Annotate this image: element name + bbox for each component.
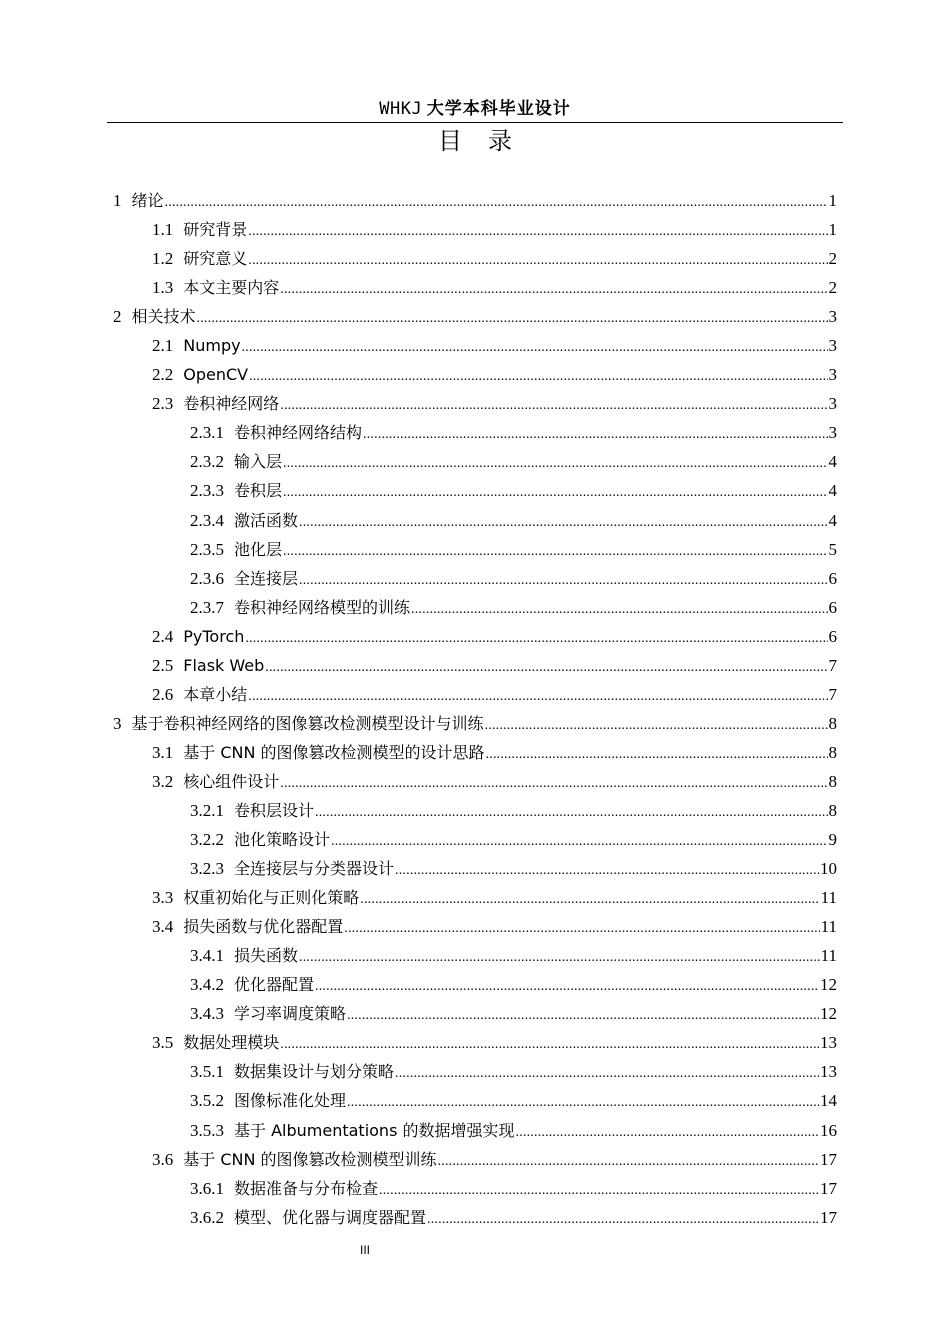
toc-entry-number: 3.2.2 bbox=[190, 830, 224, 850]
toc-entry-page: 11 bbox=[820, 888, 837, 908]
toc-entry[interactable] bbox=[113, 476, 837, 505]
toc-entry-number: 3.4.1 bbox=[190, 946, 224, 966]
toc-entry[interactable] bbox=[113, 767, 837, 796]
toc-entry-number: 2.2 bbox=[152, 365, 174, 385]
toc-entry-number: 2.4 bbox=[152, 626, 174, 646]
toc-entry[interactable] bbox=[113, 651, 837, 680]
toc-entry-page: 17 bbox=[820, 1178, 837, 1198]
toc-entry-page: 4 bbox=[828, 510, 837, 530]
toc-entry-number: 2.3.2 bbox=[190, 452, 224, 472]
toc-entry-page: 7 bbox=[828, 655, 837, 675]
toc-entry-title: 图像标准化处理 bbox=[234, 1091, 347, 1111]
toc-dot-leader bbox=[299, 943, 820, 972]
toc-dot-leader bbox=[360, 885, 819, 914]
toc-entry-number: 3 bbox=[113, 713, 122, 733]
toc-entry[interactable] bbox=[113, 680, 837, 709]
toc-dot-leader bbox=[249, 362, 827, 391]
toc-entry-page: 16 bbox=[820, 1120, 837, 1140]
toc-entry-number: 2.5 bbox=[152, 655, 174, 675]
toc-entry-title: 相关技术 bbox=[131, 307, 196, 327]
header-rule bbox=[107, 122, 843, 123]
toc-dot-leader bbox=[280, 391, 827, 420]
toc-entry[interactable] bbox=[113, 1145, 837, 1174]
toc-entry-page: 2 bbox=[828, 278, 837, 298]
toc-entry[interactable] bbox=[113, 1086, 837, 1115]
toc-entry-page: 1 bbox=[828, 220, 837, 240]
toc-entry[interactable] bbox=[113, 622, 837, 651]
toc-entry-title: 卷积神经网络模型的训练 bbox=[234, 597, 411, 617]
toc-entry-number: 3.5.2 bbox=[190, 1091, 224, 1111]
toc-entry-title: 输入层 bbox=[234, 452, 283, 472]
toc-dot-leader bbox=[438, 1147, 819, 1176]
toc-entry-page: 12 bbox=[820, 975, 837, 995]
toc-entry-page: 8 bbox=[828, 771, 837, 791]
toc-entry[interactable] bbox=[113, 215, 837, 244]
toc-entry-number: 3.4.2 bbox=[190, 975, 224, 995]
toc-dot-leader bbox=[347, 1001, 819, 1030]
toc-dot-leader bbox=[395, 1059, 819, 1088]
toc-entry-title: 核心组件设计 bbox=[183, 771, 280, 791]
toc-entry-page: 8 bbox=[828, 742, 837, 762]
toc-entry-number: 1 bbox=[113, 191, 122, 210]
toc-entry-number: 2 bbox=[113, 307, 122, 327]
toc-entry[interactable] bbox=[113, 506, 837, 535]
toc-entry-title: 基于 CNN 的图像篡改检测模型训练 bbox=[183, 1149, 437, 1169]
toc-entry[interactable] bbox=[113, 447, 837, 476]
toc-entry-title: 池化策略设计 bbox=[234, 830, 331, 850]
toc-entry-page: 6 bbox=[828, 626, 837, 646]
toc-entry-title: 基于 CNN 的图像篡改检测模型的设计思路 bbox=[183, 742, 485, 762]
toc-entry-number: 2.3.3 bbox=[190, 481, 224, 501]
toc-title: 目录 bbox=[438, 127, 538, 155]
toc-entry-title: 优化器配置 bbox=[234, 975, 315, 995]
toc-entry[interactable] bbox=[113, 244, 837, 273]
toc-dot-leader bbox=[363, 420, 827, 449]
toc-entry-title: 全连接层 bbox=[234, 568, 299, 588]
toc-entry-page: 13 bbox=[820, 1062, 837, 1082]
toc-entry[interactable] bbox=[113, 883, 837, 912]
toc-entry[interactable] bbox=[113, 1203, 837, 1232]
toc-entry[interactable] bbox=[113, 389, 837, 418]
header-school-name: WHKJ bbox=[379, 99, 423, 119]
toc-entry[interactable] bbox=[113, 302, 837, 331]
toc-dot-leader bbox=[245, 624, 827, 653]
toc-entry-title: PyTorch bbox=[183, 626, 245, 646]
toc-entry-page: 7 bbox=[828, 684, 837, 704]
toc-entry-title: 卷积层 bbox=[234, 481, 283, 501]
toc-dot-leader bbox=[283, 449, 827, 478]
toc-entry-page: 3 bbox=[828, 365, 837, 385]
toc-entry-number: 2.3.7 bbox=[190, 597, 224, 617]
toc-entry[interactable] bbox=[113, 418, 837, 447]
toc-entry-number: 3.6.2 bbox=[190, 1207, 224, 1227]
toc-dot-leader bbox=[248, 246, 827, 275]
toc-dot-leader bbox=[411, 595, 827, 624]
toc-entry-page: 8 bbox=[828, 713, 837, 733]
toc-dot-leader bbox=[331, 827, 827, 856]
toc-entry-page: 3 bbox=[828, 307, 837, 327]
toc-entry[interactable] bbox=[113, 1057, 837, 1086]
toc-entry[interactable] bbox=[113, 796, 837, 825]
toc-dot-leader bbox=[265, 653, 827, 682]
toc-dot-leader bbox=[344, 914, 819, 943]
toc-entry-title: 损失函数与优化器配置 bbox=[183, 917, 344, 937]
toc-dot-leader bbox=[516, 1118, 820, 1147]
toc-entry[interactable] bbox=[113, 360, 837, 389]
toc-entry-number: 2.3 bbox=[152, 394, 174, 414]
toc-entry-number: 3.5 bbox=[152, 1033, 174, 1053]
toc-entry-page: 10 bbox=[820, 859, 837, 879]
toc-dot-leader bbox=[280, 275, 827, 304]
toc-entry[interactable] bbox=[113, 825, 837, 854]
toc-entry-title: 数据准备与分布检查 bbox=[234, 1178, 379, 1198]
toc-entry[interactable] bbox=[113, 593, 837, 622]
toc-entry-page: 2 bbox=[828, 249, 837, 269]
toc-entry[interactable] bbox=[113, 186, 837, 215]
toc-entry-page: 13 bbox=[820, 1033, 837, 1053]
toc-dot-leader bbox=[280, 1030, 819, 1059]
toc-entry-title: 损失函数 bbox=[234, 946, 299, 966]
toc-entry[interactable] bbox=[113, 1116, 837, 1145]
toc-entry[interactable] bbox=[113, 273, 837, 302]
toc-dot-leader bbox=[283, 478, 827, 507]
toc-dot-leader bbox=[427, 1205, 819, 1234]
toc-entry-number: 3.2.3 bbox=[190, 859, 224, 879]
toc-entry[interactable] bbox=[113, 912, 837, 941]
toc-entry[interactable] bbox=[113, 854, 837, 883]
toc-entry-title: 本文主要内容 bbox=[183, 278, 280, 298]
toc-dot-leader bbox=[248, 682, 827, 711]
toc-dot-leader bbox=[395, 856, 819, 885]
toc-dot-leader bbox=[299, 508, 827, 537]
toc-entry-number: 3.5.3 bbox=[190, 1120, 224, 1140]
toc-entry-page: 1 bbox=[828, 191, 837, 210]
toc-entry-number: 3.6 bbox=[152, 1149, 174, 1169]
toc-entry[interactable] bbox=[113, 535, 837, 564]
toc-entry-number: 3.3 bbox=[152, 888, 174, 908]
toc-entry-title: 模型、优化器与调度器配置 bbox=[234, 1207, 427, 1227]
toc-entry-page: 14 bbox=[820, 1091, 837, 1111]
toc-entry-number: 2.6 bbox=[152, 684, 174, 704]
toc-entry-title: 数据集设计与划分策略 bbox=[234, 1062, 395, 1082]
toc-entry-number: 3.4.3 bbox=[190, 1004, 224, 1024]
toc-dot-leader bbox=[299, 566, 827, 595]
toc-entry-number: 2.3.4 bbox=[190, 510, 224, 530]
toc-entry-title: 研究背景 bbox=[183, 220, 248, 240]
toc-entry-page: 5 bbox=[828, 539, 837, 559]
toc-entry-number: 3.1 bbox=[152, 742, 174, 762]
toc-entry-number: 3.2 bbox=[152, 771, 174, 791]
toc-entry-number: 1.2 bbox=[152, 249, 174, 269]
toc-entry-page: 12 bbox=[820, 1004, 837, 1024]
toc-entry-title: 池化层 bbox=[234, 539, 283, 559]
toc-entry-page: 3 bbox=[828, 423, 837, 443]
page-number: III bbox=[359, 1243, 370, 1257]
toc-entry[interactable] bbox=[113, 970, 837, 999]
toc-entry-page: 4 bbox=[828, 481, 837, 501]
toc-entry[interactable] bbox=[113, 331, 837, 360]
toc-entry-title: 激活函数 bbox=[234, 510, 299, 530]
toc-entry-title: 学习率调度策略 bbox=[234, 1004, 347, 1024]
toc-dot-leader bbox=[165, 188, 828, 217]
toc-dot-leader bbox=[379, 1176, 819, 1205]
toc-entry-page: 6 bbox=[828, 597, 837, 617]
toc-entry-page: 9 bbox=[828, 830, 837, 850]
toc-entry-number: 2.3.1 bbox=[190, 423, 224, 443]
toc-entry-number: 1.3 bbox=[152, 278, 174, 298]
toc-entry-number: 2.3.5 bbox=[190, 539, 224, 559]
toc-entry-title: 绪论 bbox=[131, 191, 164, 210]
toc-dot-leader bbox=[486, 740, 828, 769]
toc-dot-leader bbox=[248, 217, 827, 246]
toc-entry-number: 3.5.1 bbox=[190, 1062, 224, 1082]
toc-entry-title: 基于 Albumentations 的数据增强实现 bbox=[234, 1120, 515, 1140]
toc-entry-page: 11 bbox=[820, 917, 837, 937]
toc-entry[interactable] bbox=[113, 564, 837, 593]
page-header bbox=[107, 96, 843, 121]
toc-dot-leader bbox=[242, 333, 828, 362]
toc-entry-page: 3 bbox=[828, 336, 837, 356]
toc-entry-title: Numpy bbox=[183, 336, 241, 356]
toc-entry-page: 3 bbox=[828, 394, 837, 414]
toc-dot-leader bbox=[485, 711, 828, 740]
toc-entry-page: 6 bbox=[828, 568, 837, 588]
toc-entry-title: 卷积神经网络 bbox=[183, 394, 280, 414]
header-title: 大学本科毕业设计 bbox=[426, 99, 571, 119]
toc-dot-leader bbox=[315, 798, 827, 827]
toc-entry-title: 卷积神经网络结构 bbox=[234, 423, 363, 443]
toc-dot-leader bbox=[280, 769, 827, 798]
toc-entry-title: 本章小结 bbox=[183, 684, 248, 704]
toc-entry-title: 研究意义 bbox=[183, 249, 248, 269]
toc-entry-page: 4 bbox=[828, 452, 837, 472]
toc-entry-number: 3.6.1 bbox=[190, 1178, 224, 1198]
toc-entry[interactable] bbox=[113, 941, 837, 970]
toc-entry[interactable] bbox=[113, 1028, 837, 1057]
toc-entry-number: 2.3.6 bbox=[190, 568, 224, 588]
toc-entry-page: 11 bbox=[820, 946, 837, 966]
toc-entry[interactable] bbox=[113, 738, 837, 767]
toc-entry[interactable] bbox=[113, 999, 837, 1028]
toc-entry-number: 3.4 bbox=[152, 917, 174, 937]
toc-entry-number: 2.1 bbox=[152, 336, 174, 356]
toc-entry-title: Flask Web bbox=[183, 655, 265, 675]
toc-entry-number: 3.2.1 bbox=[190, 800, 224, 820]
toc-entry-page: 8 bbox=[828, 800, 837, 820]
toc-entry-number: 1.1 bbox=[152, 220, 174, 240]
toc-entry-title: 全连接层与分类器设计 bbox=[234, 859, 395, 879]
toc-dot-leader bbox=[347, 1088, 819, 1117]
toc-entry-title: 基于卷积神经网络的图像篡改检测模型设计与训练 bbox=[131, 713, 484, 733]
toc-dot-leader bbox=[283, 537, 827, 566]
toc-entry[interactable] bbox=[113, 1174, 837, 1203]
table-of-contents bbox=[113, 186, 837, 1232]
toc-entry-title: 数据处理模块 bbox=[183, 1033, 280, 1053]
toc-dot-leader bbox=[315, 972, 819, 1001]
toc-entry-title: OpenCV bbox=[183, 365, 249, 385]
toc-entry-page: 17 bbox=[820, 1149, 837, 1169]
toc-entry-title: 权重初始化与正则化策略 bbox=[183, 888, 360, 908]
toc-entry-title: 卷积层设计 bbox=[234, 800, 315, 820]
toc-entry[interactable] bbox=[113, 709, 837, 738]
toc-entry-page: 17 bbox=[820, 1207, 837, 1227]
toc-dot-leader bbox=[197, 304, 828, 333]
